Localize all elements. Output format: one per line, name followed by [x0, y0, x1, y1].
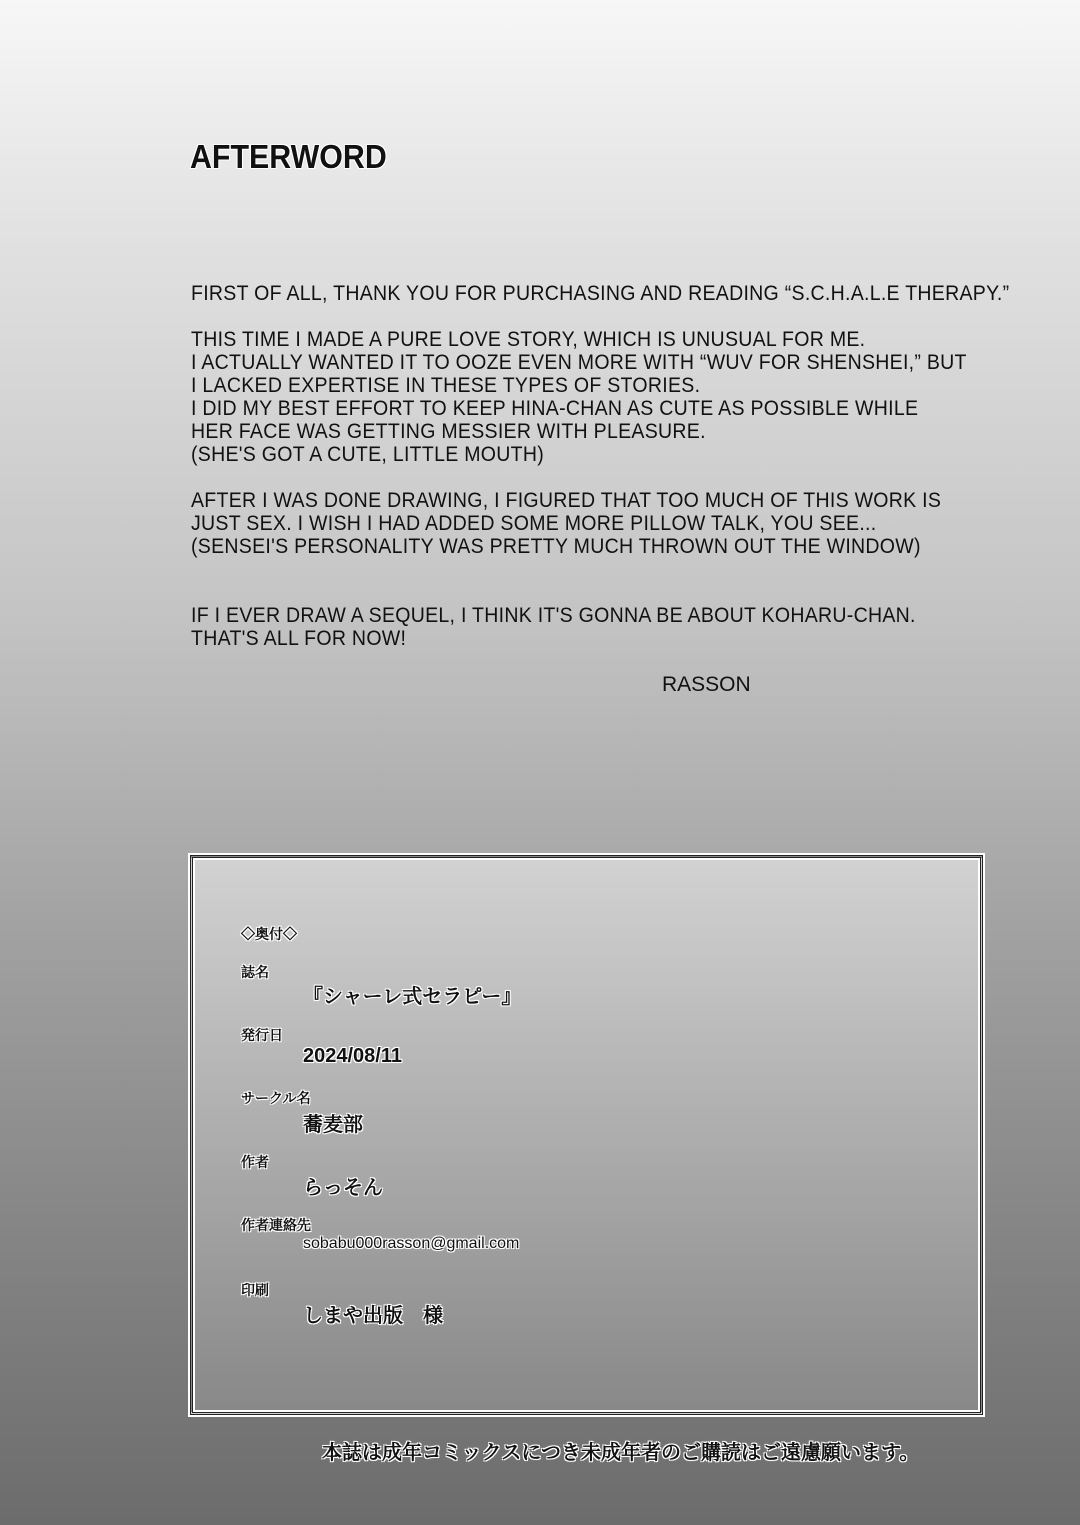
colophon-heading: ◇奥付◇ — [241, 926, 297, 942]
age-notice: 本誌は成年コミックスにつき未成年者のご購読はご遠慮願います。 — [322, 1442, 920, 1464]
afterword-line: I LACKED EXPERTISE IN THESE TYPES OF STORIES. — [191, 374, 701, 397]
afterword-line: HER FACE WAS GETTING MESSIER WITH PLEASURE. — [191, 420, 706, 443]
afterword-line: FIRST OF ALL, THANK YOU FOR PURCHASING AND READING “S.C.H.A.L.E THERAPY.” — [191, 282, 1010, 305]
field-value-email: sobabu000rasson@gmail.com — [303, 1235, 520, 1252]
field-value: らっそん — [303, 1177, 383, 1199]
afterword-line: I ACTUALLY WANTED IT TO OOZE EVEN MORE WITH “WUV FOR SHENSHEI,” BUT — [191, 351, 967, 374]
field-value: 蕎麦部 — [303, 1114, 363, 1136]
afterword-title: AFTERWORD — [190, 138, 387, 175]
afterword-line: (SENSEI'S PERSONALITY WAS PRETTY MUCH THROWN OUT THE WINDOW) — [191, 535, 921, 558]
field-label: 作者連絡先 — [241, 1217, 311, 1233]
field-label: 作者 — [241, 1154, 269, 1170]
field-label: 誌名 — [241, 964, 269, 980]
field-label: 発行日 — [241, 1027, 283, 1043]
field-value: 2024/08/11 — [303, 1045, 402, 1067]
afterword-line: I DID MY BEST EFFORT TO KEEP HINA-CHAN AS CUTE AS POSSIBLE WHILE — [191, 397, 919, 420]
afterword-line: IF I EVER DRAW A SEQUEL, I THINK IT'S GONNA BE ABOUT KOHARU-CHAN. — [191, 604, 916, 627]
afterword-line: AFTER I WAS DONE DRAWING, I FIGURED THAT TOO MUCH OF THIS WORK IS — [191, 489, 942, 512]
field-label: サークル名 — [241, 1090, 311, 1106]
field-label: 印刷 — [241, 1282, 269, 1298]
colophon-box — [190, 855, 983, 1415]
field-value: 『シャーレ式セラピー』 — [303, 986, 522, 1008]
signature: RASSON — [662, 673, 751, 696]
afterword-line: (SHE'S GOT A CUTE, LITTLE MOUTH) — [191, 443, 545, 466]
field-value: しまや出版 様 — [303, 1305, 443, 1327]
afterword-line: JUST SEX. I WISH I HAD ADDED SOME MORE PILLOW TALK, YOU SEE... — [191, 512, 877, 535]
afterword-line: THIS TIME I MADE A PURE LOVE STORY, WHICH IS UNUSUAL FOR ME. — [191, 328, 866, 351]
afterword-line: THAT'S ALL FOR NOW! — [191, 627, 407, 650]
